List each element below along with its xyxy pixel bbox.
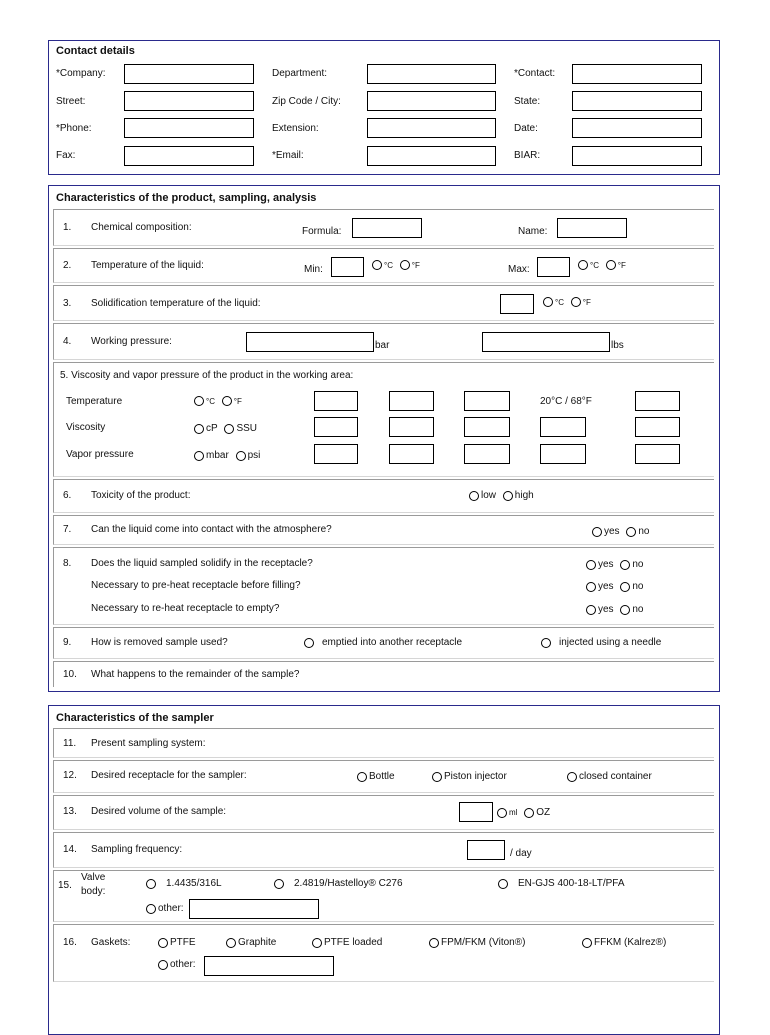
valve-other-label: other: [158,903,184,914]
name-label: Name: [518,226,548,237]
solidify-no-radio[interactable] [620,560,630,570]
gasket-ptfe-loaded-radio[interactable] [312,938,322,948]
state-field[interactable] [572,91,702,111]
preheat-yes-radio[interactable] [586,582,596,592]
valve-hastelloy-label: 2.4819/Hastelloy® C276 [294,878,403,889]
q11-label: Present sampling system: [91,738,206,749]
q6-label: Toxicity of the product: [91,490,191,501]
ssu-label: SSU [236,423,258,434]
contact-label: *Contact: [514,68,556,79]
state-label: State: [514,96,541,107]
phone-field[interactable] [124,118,254,138]
min-temp-field[interactable] [331,257,364,277]
temperature-unit-options [194,396,242,407]
receptacle-option-closed [567,771,652,782]
vapor-field-1[interactable] [314,444,358,464]
preheat-options [586,581,643,592]
preheat-no-radio[interactable] [620,582,630,592]
emptied-radio[interactable] [304,638,314,648]
gasket-option-graphite [226,937,276,948]
reheat-yes-radio[interactable] [586,605,596,615]
phone-label: *Phone: [56,123,92,134]
gasket-ffkm-radio[interactable] [582,938,592,948]
fax-field[interactable] [124,146,254,166]
email-label: *Email: [272,150,304,161]
gasket-option-ffkm [582,937,666,948]
valve-316l-radio[interactable] [146,879,156,889]
cp-radio[interactable] [194,424,204,434]
injected-radio[interactable] [541,638,551,648]
emptied-label: emptied into another receptacle [322,637,463,648]
receptacle-option-piston [432,771,507,782]
product-title: Characteristics of the product, sampling, analysis [56,192,317,204]
street-field[interactable] [124,91,254,111]
solid-celsius-radio[interactable] [543,297,553,307]
no-label: no [632,604,644,615]
row-q16 [53,924,714,982]
fax-label: Fax: [56,150,76,161]
gasket-graphite-radio[interactable] [226,938,236,948]
celsius-label: °C [206,396,215,406]
sample-use-option-2 [541,637,661,648]
temperature-field-1[interactable] [314,391,358,411]
q4-number: 4. [63,336,72,347]
viscosity-field-5[interactable] [635,417,680,437]
toxicity-low-radio[interactable] [469,491,479,501]
contact-field[interactable] [572,64,702,84]
q16-number: 16. [63,937,77,948]
fahrenheit-label: °F [233,396,242,406]
oz-radio[interactable] [524,808,534,818]
gasket-option-ptfe [158,937,196,948]
closed-container-radio[interactable] [567,772,577,782]
gasket-option-fpm [429,937,525,948]
temperature-label: Temperature [66,396,123,407]
q8a-label: Does the liquid sampled solidify in the receptacle? [91,558,313,569]
psi-radio[interactable] [236,451,246,461]
q7-label: Can the liquid come into contact with the atmosphere? [91,524,332,535]
high-label: high [514,490,534,501]
no-label: no [632,559,644,570]
volume-field[interactable] [459,802,493,822]
zip-city-label: Zip Code / City: [272,96,341,107]
valve-option-2 [274,878,403,889]
q12-label: Desired receptacle for the sampler: [91,770,247,781]
no-label: no [638,526,650,537]
piston-radio[interactable] [432,772,442,782]
company-field[interactable] [124,64,254,84]
min-label: Min: [304,264,323,275]
no-label: no [632,581,644,592]
reheat-no-radio[interactable] [620,605,630,615]
q13-label: Desired volume of the sample: [91,806,227,817]
fahrenheit-label: °F [582,297,591,307]
department-field[interactable] [367,64,496,84]
max-celsius-radio[interactable] [578,260,588,270]
biar-label: BIAR: [514,150,541,161]
gasket-graphite-label: Graphite [238,937,277,948]
max-label: Max: [508,264,530,275]
min-unit-options [372,260,420,271]
valve-engjs-radio[interactable] [498,879,508,889]
valve-hastelloy-radio[interactable] [274,879,284,889]
street-label: Street: [56,96,86,107]
q14-label: Sampling frequency: [91,844,183,855]
celsius-label: °C [590,260,599,270]
q9-number: 9. [63,637,72,648]
yes-label: yes [598,581,614,592]
max-fahrenheit-radio[interactable] [606,260,616,270]
psi-label: psi [247,450,261,461]
extension-field[interactable] [367,118,496,138]
solidification-temp-field[interactable] [500,294,534,314]
gasket-option-other [158,959,196,970]
gasket-ptfe-loaded-label: PTFE loaded [324,937,383,948]
solidify-options [586,559,643,570]
frequency-field[interactable] [467,840,505,860]
date-field[interactable] [572,118,702,138]
volume-unit-options [497,807,550,818]
min-celsius-radio[interactable] [372,260,382,270]
valve-option-1 [146,878,222,889]
contact-title: Contact details [56,45,135,57]
q3-label: Solidification temperature of the liquid: [91,298,261,309]
toxicity-high-radio[interactable] [503,491,513,501]
date-label: Date: [514,123,538,134]
viscosity-unit-options [194,423,257,434]
q10-number: 10. [63,669,77,680]
atmosphere-options [592,526,649,537]
q8b-label: Necessary to pre-heat receptacle before filling? [91,580,301,591]
valve-engjs-label: EN-GJS 400-18-LT/PFA [518,878,625,889]
viscosity-field-3[interactable] [464,417,510,437]
vapor-field-2[interactable] [389,444,434,464]
mbar-radio[interactable] [194,451,204,461]
q4-label: Working pressure: [91,336,172,347]
mbar-label: mbar [206,450,229,461]
q11-number: 11. [63,738,77,749]
receptacle-option-bottle [357,771,395,782]
oz-label: OZ [536,807,551,818]
extension-label: Extension: [272,123,319,134]
pressure-lbs-field[interactable] [482,332,610,352]
per-day-unit: / day [510,848,532,859]
gasket-ptfe-label: PTFE [170,937,196,948]
temperature-field-3[interactable] [464,391,510,411]
vapor-field-3[interactable] [464,444,510,464]
yes-label: yes [598,559,614,570]
q15-number: 15. [58,880,72,891]
valve-option-3 [498,878,625,889]
viscosity-label: Viscosity [66,422,106,433]
q1-label: Chemical composition: [91,222,192,233]
toxicity-options [469,490,534,501]
gasket-option-ptfe-loaded [312,937,382,948]
gasket-ptfe-radio[interactable] [158,938,168,948]
q14-number: 14. [63,844,77,855]
valve-other-field[interactable] [189,899,319,919]
atmosphere-no-radio[interactable] [626,527,636,537]
ml-radio[interactable] [497,808,507,818]
temp-celsius-radio[interactable] [194,396,204,406]
temperature-field-2[interactable] [389,391,434,411]
temperature-field-5[interactable] [635,391,680,411]
viscosity-field-1[interactable] [314,417,358,437]
bottle-label: Bottle [369,771,395,782]
body-label: body: [81,886,106,897]
viscosity-field-2[interactable] [389,417,434,437]
valve-316l-label: 1.4435/316L [166,878,222,889]
formula-label: Formula: [302,226,342,237]
atmosphere-yes-radio[interactable] [592,527,602,537]
gasket-fpm-radio[interactable] [429,938,439,948]
q2-label: Temperature of the liquid: [91,260,204,271]
bar-unit: bar [375,340,390,351]
q8-number: 8. [63,558,72,569]
vapor-pressure-label: Vapor pressure [66,449,134,460]
gasket-fpm-label: FPM/FKM (Viton®) [441,937,526,948]
fahrenheit-label: °F [411,260,420,270]
injected-label: injected using a needle [559,637,662,648]
solid-fahrenheit-radio[interactable] [571,297,581,307]
cp-label: cP [206,423,218,434]
gasket-other-radio[interactable] [158,960,168,970]
q5-label: 5. Viscosity and vapor pressure of the product in the working area: [60,370,354,381]
reheat-options [586,604,643,615]
bottle-radio[interactable] [357,772,367,782]
company-label: *Company: [56,68,106,79]
ml-label: ml [509,808,518,817]
name-field[interactable] [557,218,627,238]
gasket-other-label: other: [170,959,196,970]
celsius-label: °C [384,260,393,270]
q10-label: What happens to the remainder of the sample? [91,669,300,680]
biar-field[interactable] [572,146,702,166]
q8c-label: Necessary to re-heat receptacle to empty? [91,603,280,614]
q12-number: 12. [63,770,77,781]
gasket-other-field[interactable] [204,956,334,976]
ssu-radio[interactable] [224,424,234,434]
q3-number: 3. [63,298,72,309]
reference-temp-label: 20°C / 68°F [540,396,592,407]
lbs-unit: lbs [611,340,624,351]
max-temp-field[interactable] [537,257,570,277]
q6-number: 6. [63,490,72,501]
q2-number: 2. [63,260,72,271]
low-label: low [481,490,497,501]
piston-label: Piston injector [444,771,507,782]
valve-option-other [146,903,184,914]
valve-other-radio[interactable] [146,904,156,914]
q1-number: 1. [63,222,72,233]
vapor-unit-options [194,450,260,461]
fahrenheit-label: °F [617,260,626,270]
email-field[interactable] [367,146,496,166]
q13-number: 13. [63,806,77,817]
department-label: Department: [272,68,328,79]
max-unit-options [578,260,626,271]
zip-city-field[interactable] [367,91,496,111]
solidify-yes-radio[interactable] [586,560,596,570]
formula-field[interactable] [352,218,422,238]
solidification-unit-options [543,297,591,308]
gasket-ffkm-label: FFKM (Kalrez®) [594,937,667,948]
yes-label: yes [604,526,620,537]
q9-label: How is removed sample used? [91,637,228,648]
gaskets-label: Gaskets: [91,937,131,948]
q7-number: 7. [63,524,72,535]
valve-label: Valve [81,872,106,883]
vapor-field-5[interactable] [635,444,680,464]
closed-container-label: closed container [579,771,652,782]
viscosity-field-4[interactable] [540,417,586,437]
sampler-title: Characteristics of the sampler [56,712,214,724]
min-fahrenheit-radio[interactable] [400,260,410,270]
temp-fahrenheit-radio[interactable] [222,396,232,406]
celsius-label: °C [555,297,564,307]
vapor-field-4[interactable] [540,444,586,464]
pressure-bar-field[interactable] [246,332,374,352]
sample-use-option-1 [304,637,462,648]
yes-label: yes [598,604,614,615]
